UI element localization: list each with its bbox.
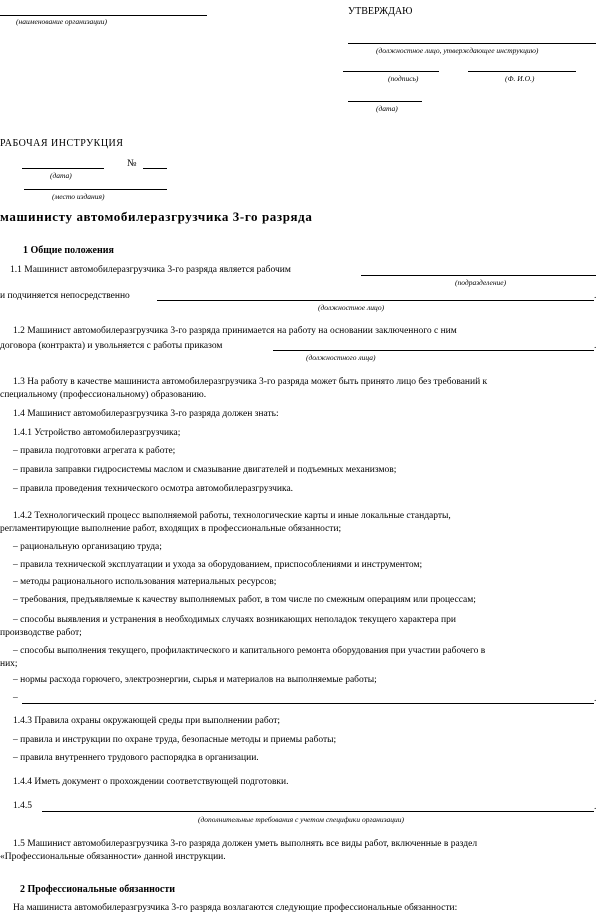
approve-label: УТВЕРЖДАЮ <box>348 6 413 17</box>
p1-4-2a: 1.4.2 Технологический процесс выполняемой работы, технологические карты и иные локальные стандарты, <box>13 511 451 521</box>
p1-4-5: 1.4.5 <box>13 801 32 811</box>
p1-4-3: 1.4.3 Правила охраны окружающей среды при выполнении работ; <box>13 716 281 726</box>
list2-item: – методы рационального использования материальных ресурсов; <box>13 577 277 587</box>
p1-4-2b: регламентирующие выполнение работ, входящих в профессиональные обязанности; <box>0 524 342 534</box>
signature-caption: (подпись) <box>388 74 419 83</box>
supervisor-caption: (должностное лицо) <box>318 303 385 312</box>
subdivision-caption: (подразделение) <box>455 278 507 287</box>
doc-date-line[interactable] <box>22 168 104 169</box>
doc-title: машинисту автомобилеразгрузчика 3-го разряда <box>0 209 313 224</box>
doc-number-line[interactable] <box>143 168 167 169</box>
list1-item: – правила подготовки агрегата к работе; <box>13 446 176 456</box>
order-official-dot: . <box>594 341 597 351</box>
supervisor-dot: . <box>594 291 597 301</box>
doc-date-caption: (дата) <box>50 171 72 180</box>
p1-3a: 1.3 На работу в качестве машиниста автомобилеразгрузчика 3-го разряда может быть принято лицо без требований к <box>13 377 488 387</box>
subdivision-line[interactable] <box>361 275 596 276</box>
p1-1: 1.1 Машинист автомобилеразгрузчика 3-го разряда является рабочим <box>10 265 291 275</box>
doc-type: РАБОЧАЯ ИНСТРУКЦИЯ <box>0 138 124 149</box>
section2-intro: На машиниста автомобилеразгрузчика 3-го разряда возлагаются следующие профессиональные обязанности: <box>13 903 458 913</box>
place-line[interactable] <box>24 189 167 190</box>
p1-4: 1.4 Машинист автомобилеразгрузчика 3-го разряда должен знать: <box>13 409 279 419</box>
list2-item: – способы выполнения текущего, профилактического и капитального ремонта оборудования при участии рабочего в <box>13 646 486 656</box>
list3-item: – правила внутреннего трудового распорядка в организации. <box>13 753 259 763</box>
org-name-caption: (наименование организации) <box>16 17 108 26</box>
additional-requirements-line[interactable] <box>42 811 594 812</box>
additional-requirements-dot: . <box>594 802 597 812</box>
list2-item: – <box>13 693 18 703</box>
approver-caption: (должностное лицо, утверждающее инструкцию) <box>376 46 539 55</box>
extra-knowledge-line[interactable] <box>22 703 594 704</box>
section1-heading: 1 Общие положения <box>23 245 114 256</box>
p1-2: 1.2 Машинист автомобилеразгрузчика 3-го разряда принимается на работу на основании заключенного с ним <box>13 326 457 336</box>
list2-item: – рациональную организацию труда; <box>13 542 162 552</box>
order-official-caption: (должностного лица) <box>306 353 376 362</box>
p1-1b: и подчиняется непосредственно <box>0 291 130 301</box>
p1-5b: «Профессиональные обязанности» данной инструкции. <box>0 852 226 862</box>
approve-date-line[interactable] <box>348 101 422 102</box>
section2-heading: 2 Профессиональные обязанности <box>20 884 176 895</box>
list2-item: – способы выявления и устранения в необходимых случаях возникающих неполадок текущего характера при <box>13 615 456 625</box>
p1-5a: 1.5 Машинист автомобилеразгрузчика 3-го разряда должен уметь выполнять все виды работ, включенные в раздел <box>13 839 478 849</box>
org-name-line[interactable] <box>0 15 207 16</box>
list1-item: – правила заправки гидросистемы маслом и смазывание двигателей и подъемных механизмов; <box>13 465 397 475</box>
initials-line[interactable] <box>468 71 576 72</box>
doc-number-label: № <box>127 158 137 169</box>
p1-4-1: 1.4.1 Устройство автомобилеразгрузчика; <box>13 428 181 438</box>
list3-item: – правила и инструкции по охране труда, безопасные методы и приемы работы; <box>13 735 337 745</box>
p1-2b: договора (контракта) и увольняется с работы приказом <box>0 341 223 351</box>
approve-date-caption: (дата) <box>376 104 398 113</box>
place-caption: (место издания) <box>52 192 105 201</box>
p1-4-4: 1.4.4 Иметь документ о прохождении соответствующей подготовки. <box>13 777 289 787</box>
initials-caption: (Ф. И.О.) <box>505 74 535 83</box>
list2-item: – требования, предъявляемые к качеству выполняемых работ, в том числе по смежным операциям или процессам; <box>13 595 476 605</box>
list1-item: – правила проведения технического осмотра автомобилеразгрузчика. <box>13 484 294 494</box>
extra-knowledge-dot: . <box>594 694 597 704</box>
signature-line[interactable] <box>343 71 439 72</box>
supervisor-line[interactable] <box>157 300 594 301</box>
additional-requirements-caption: (дополнительные требования с учетом специфики организации) <box>198 815 405 824</box>
list2-item-cont: них; <box>0 659 18 669</box>
approver-line[interactable] <box>348 43 596 44</box>
list2-item: – правила технической эксплуатации и ухода за оборудованием, приспособлениями и инструментом; <box>13 560 423 570</box>
order-official-line[interactable] <box>273 350 594 351</box>
list2-item: – нормы расхода горючего, электроэнергии, сырья и материалов на выполняемые работы; <box>13 675 377 685</box>
p1-3b: специальному (профессиональному) образованию. <box>0 390 207 400</box>
list2-item-cont: производстве работ; <box>0 628 82 638</box>
